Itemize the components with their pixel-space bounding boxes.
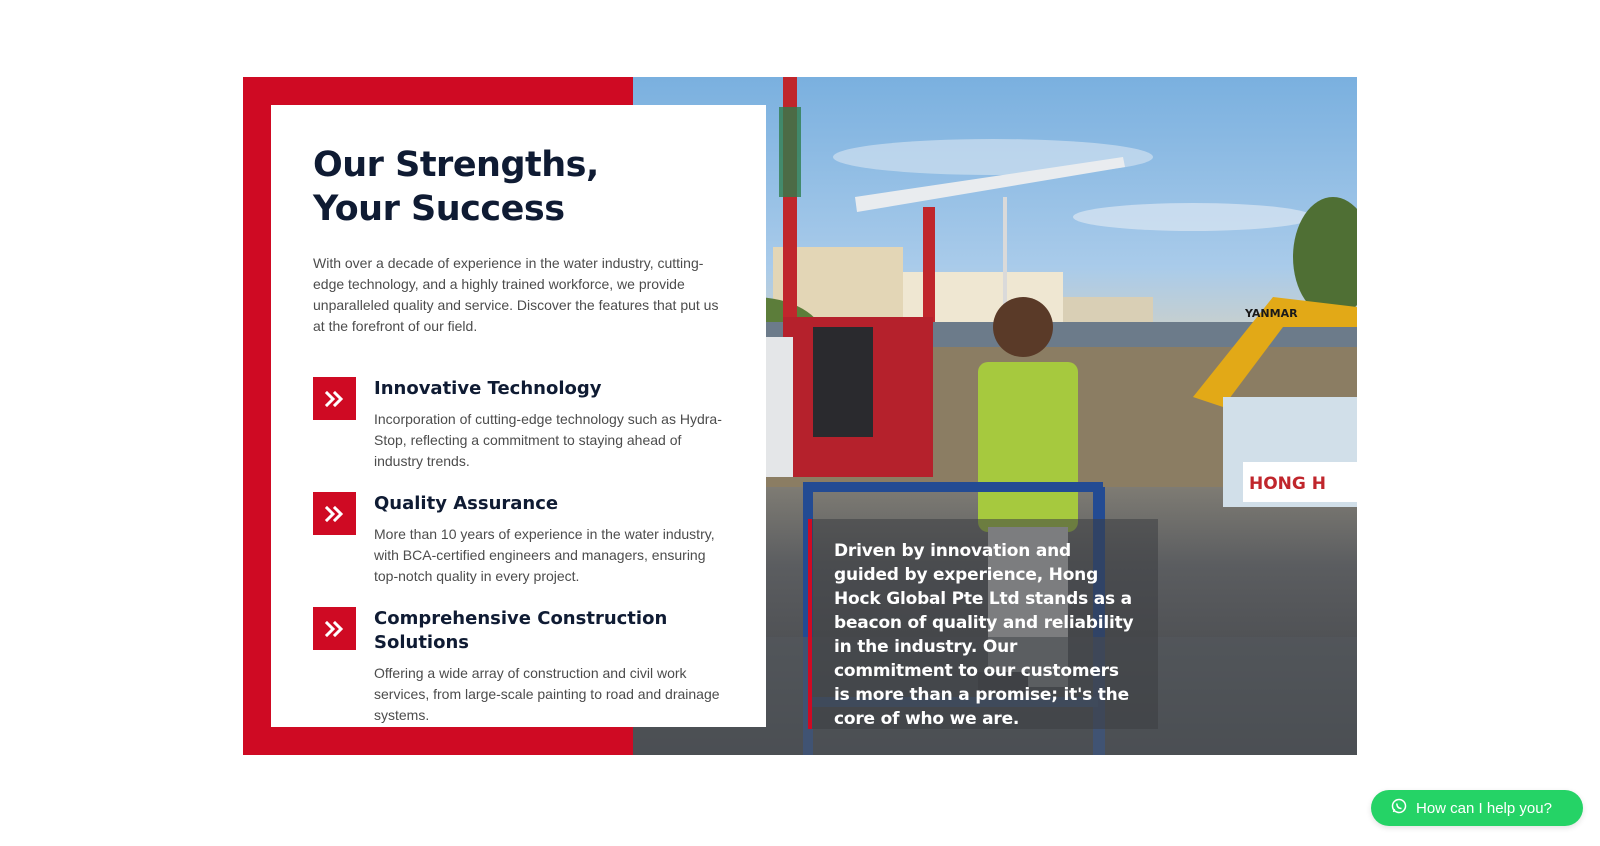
section-intro: With over a decade of experience in the water industry, cutting-edge technology, and a highly trained workforce, we provide unparalleled quality and service. Discover the features that put us at the forefront of our field. [313,255,719,334]
whatsapp-icon [1391,798,1407,818]
feature-construction-solutions [313,607,724,726]
quote-text: Driven by innovation and guided by experience, Hong Hock Global Pte Ltd stands as a beacon of quality and reliability in the industry. Our commitment to our customers is more than a promise; it's the core of who we are. [834,541,1134,729]
feature-text: More than 10 years of experience in the water industry, with BCA-certified engineers and managers, ensuring top-notch quality in every project. [374,526,715,584]
feature-title: Comprehensive Construction Solutions [374,608,668,653]
feature-text: Offering a wide array of construction and civil work services, from large-scale painting to road and drainage systems. [374,665,720,723]
section-title: Our Strengths, Your Success [313,145,599,229]
feature-innovative-technology [313,377,724,472]
yanmar-sign-text: YANMAR [1245,307,1298,320]
double-chevron-right-icon [313,607,356,650]
whatsapp-chat-button[interactable] [1371,790,1583,826]
feature-text: Incorporation of cutting-edge technology such as Hydra-Stop, reflecting a commitment to staying ahead of industry trends. [374,411,722,469]
feature-title: Quality Assurance [374,493,559,514]
chat-button-label: How can I help you? [1416,799,1552,817]
strengths-card [271,105,766,727]
quote-overlay [808,519,1158,729]
double-chevron-right-icon [313,492,356,535]
feature-title: Innovative Technology [374,378,602,399]
truck-sign-text: HONG H [1249,474,1327,494]
double-chevron-right-icon [313,377,356,420]
feature-quality-assurance [313,492,724,587]
strengths-section [243,77,1357,755]
